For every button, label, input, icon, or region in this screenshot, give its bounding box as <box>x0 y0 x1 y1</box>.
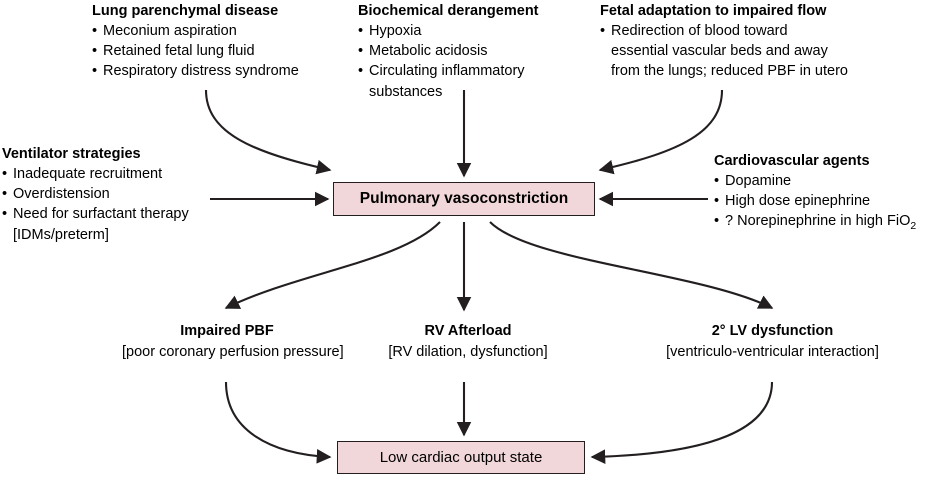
arrow-fetal-to-pulmonary <box>600 90 722 170</box>
outcome-secondary-lv-dysfunction <box>640 321 905 363</box>
cause-title: Cardiovascular agents <box>714 153 870 169</box>
list-item: • Overdistension <box>2 185 189 204</box>
arrow-pulmonary-to-impaired-pbf <box>226 222 440 308</box>
list-item-continuation: from the lungs; reduced PBF in utero <box>611 63 848 80</box>
list-item: • Respiratory distress syndrome <box>92 62 299 81</box>
terminal-node-low-cardiac-output-state <box>337 441 585 474</box>
outcome-title: RV Afterload <box>424 323 512 339</box>
outcome-rv-afterload <box>378 321 558 363</box>
cause-cardiovascular-agents <box>714 152 916 235</box>
cause-lung-parenchymal-disease <box>92 2 299 83</box>
cause-bullet-list <box>714 172 916 234</box>
cause-bullet-list <box>2 165 189 245</box>
list-item-continuation: substances <box>369 83 443 100</box>
list-item: • High dose epinephrine <box>714 192 916 211</box>
list-item-continuation: [IDMs/preterm] <box>13 226 109 243</box>
list-item: • Hypoxia <box>358 22 539 41</box>
cause-ventilator-strategies <box>2 145 189 246</box>
outcome-subtitle: [ventriculo-ventricular interaction] <box>666 344 879 361</box>
list-item: • Need for surfactant therapy <box>2 205 189 224</box>
cause-title: Fetal adaptation to impaired flow <box>600 3 827 19</box>
outcome-subtitle: [RV dilation, dysfunction] <box>388 344 548 361</box>
list-item: • Redirection of blood toward <box>600 22 848 41</box>
list-item: • Meconium aspiration <box>92 22 299 41</box>
cause-bullet-list <box>358 22 539 102</box>
terminal-node-label: Low cardiac output state <box>379 449 543 466</box>
arrow-impaired-pbf-to-low-output <box>226 382 330 457</box>
list-item: • Retained fetal lung fluid <box>92 42 299 61</box>
cause-title: Ventilator strategies <box>2 146 141 162</box>
central-node-label: Pulmonary vasoconstriction <box>359 190 569 207</box>
arrow-lv-dysfunction-to-low-output <box>592 382 772 457</box>
outcome-impaired-pbf <box>122 321 344 363</box>
arrow-lung-to-pulmonary <box>206 90 330 170</box>
cause-bullet-list <box>92 22 299 81</box>
outcome-subtitle: [poor coronary perfusion pressure] <box>122 344 344 361</box>
list-item: • Metabolic acidosis <box>358 42 539 61</box>
list-item: • Dopamine <box>714 172 916 191</box>
cause-fetal-adaptation-to-impaired-flow <box>600 2 848 83</box>
cause-biochemical-derangement <box>358 2 539 103</box>
list-item: • Circulating inflammatory <box>358 62 539 81</box>
list-item: • ? Norepinephrine in high FiO$_2$ <box>714 212 916 234</box>
outcome-title: 2° LV dysfunction <box>711 323 834 339</box>
cause-title: Lung parenchymal disease <box>92 3 279 19</box>
outcome-title: Impaired PBF <box>180 323 274 339</box>
list-item: • Inadequate recruitment <box>2 165 189 184</box>
cause-title: Biochemical derangement <box>358 3 539 19</box>
list-item-continuation: essential vascular beds and away <box>611 43 828 60</box>
central-node-pulmonary-vasoconstriction <box>333 182 595 216</box>
cause-bullet-list <box>600 22 848 81</box>
